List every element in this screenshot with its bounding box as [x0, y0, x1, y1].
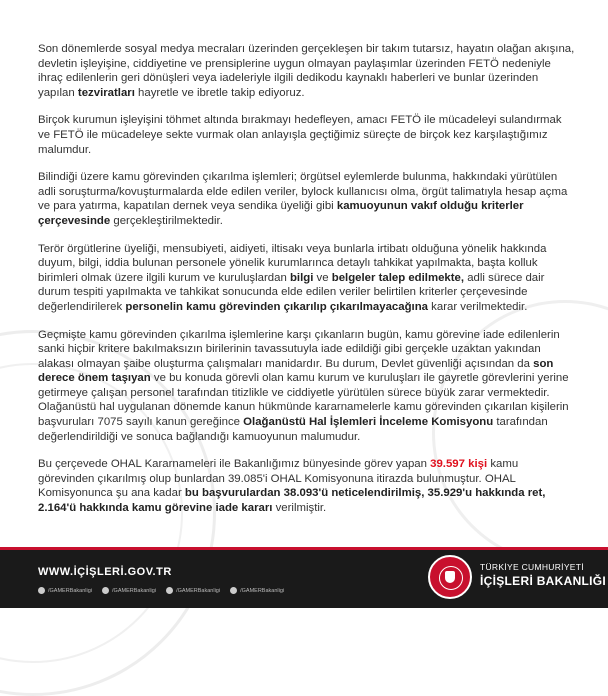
paragraph-2: Birçok kurumun işleyişini töhmet altında bırakmayı hedefleyen, amacı FETÖ ile mücadeleyi sulandırmak ve FETÖ ile mücadeleye sekte vurmak olan anlayışla geçtiğimiz süreçte de birçok kez karşılaştığımız malumdur.	[38, 114, 562, 156]
facebook-icon	[38, 587, 45, 594]
ministry-name: TÜRKİYE CUMHURİYETİ İÇİŞLERİ BAKANLIĞI	[480, 562, 607, 588]
social-instagram[interactable]: /GAMERBakanligi	[166, 587, 220, 594]
highlight-personel-decision: personelin kamu görevinden çıkarılıp çıkarılmayacağına	[125, 300, 428, 313]
paragraph-3: Bilindiği üzere kamu görevinden çıkarılma işlemleri; örgütsel eylemlerde bulunma, hakkındaki yürütülen adli soruşturma/kovuşturmalarda elde edilen veriler, bylock kullanıcısı olma, örgüt talimatıyla hesap açma ve para yatırma, kapatılan dernek veya sendika üyeliği gibi kamuoyunun vakıf olduğu kriterler çerçevesinde gerçekleştirilmektedir.	[38, 171, 568, 227]
highlight-ohal-komisyonu: Olağanüstü Hal İşlemleri İnceleme Komisyonu	[243, 416, 494, 429]
paragraph-1: Son dönemlerde sosyal medya mecraları üzerinden gerçekleşen bir takım tutarsız, hayatın olağan akışına, devletin işleyişine, ciddiyetine ve prensiplerine uygun olmayan paylaşımlar üzerinden FETÖ nedeniyle ihraç edilenlerin geri dönüşleri veya iadeleriyle ilgili dedikodu kaynaklı haberleri ve bunlar üzerinden yapılan tezviratları hayretle ve ibretle takip ediyoruz.	[38, 43, 575, 99]
ministry-emblem-icon	[428, 555, 472, 599]
press-statement	[38, 42, 576, 529]
social-twitter[interactable]: /GAMERBakanligi	[102, 587, 156, 594]
footer-accent-line	[0, 547, 608, 550]
highlight-results: bu başvurulardan 38.093'ü neticelendirilmiş, 35.929'u hakkında ret, 2.164'ü hakkında kamu görevine iade kararı	[38, 487, 546, 515]
paragraph-6: Bu çerçevede OHAL Kararnameleri ile Bakanlığımız bünyesinde görev yapan 39.597 kişi kamu görevinden çıkarılmış olup bunlardan 39.085'i OHAL Komisyonuna itirazda bulunmuştur. OHAL Komisyonunca şu ana kadar bu başvurulardan 38.093'ü neticelendirilmiş, 35.929'u hakkında ret, 2.164'ü hakkında kamu görevine iade kararı verilmiştir.	[38, 458, 546, 515]
highlight-kisi-count: 39.597 kişi	[430, 458, 488, 471]
highlight-bilgi: bilgi	[289, 271, 314, 284]
footer-bar	[0, 547, 608, 608]
highlight-belgeler: belgeler talep edilmekte,	[331, 271, 465, 284]
highlight-tezviratlari: tezviratları	[77, 86, 135, 99]
social-links	[38, 587, 284, 594]
instagram-icon	[166, 587, 173, 594]
twitter-icon	[102, 587, 109, 594]
highlight-criteria: kamuoyunun vakıf olduğu kriterler çerçevesinde	[38, 200, 524, 227]
youtube-icon	[230, 587, 237, 594]
social-facebook[interactable]: /GAMERBakanligi	[38, 587, 92, 594]
highlight-onem: son derece önem taşıyan	[38, 357, 554, 385]
website-link[interactable]: WWW.İÇİŞLERİ.GOV.TR	[38, 566, 172, 578]
social-youtube[interactable]: /GAMERBakanligi	[230, 587, 284, 594]
paragraph-4: Terör örgütlerine üyeliği, mensubiyeti, aidiyeti, iltisakı veya bunlarla irtibatı olduğuna yönelik hakkında duyum, bilgi, iddia bulunan personele yönelik kurumlarınca detaylı tahkikat yapılmakta, başta kolluk birimleri olmak üzere ilgili kurum ve kuruluşlardan bilgi ve belgeler talep edilmekte, adli sürece dair durum tespiti yapılmakta ve tahkikat sonucunda elde edilen veriler belirtilen kriterler çerçevesinde değerlendirilerek personelin kamu görevinden çıkarılıp çıkarılmayacağına karar verilmektedir.	[38, 242, 547, 313]
paragraph-5: Geçmişte kamu görevinden çıkarılma işlemlerine karşı çıkanların bugün, kamu görevine iade edilenlerin sanki hiçbir kritere bakılmaksızın birilerinin tavassutuyla iade edildiği gibi gerçekle uzaktan yakından alakası olmayan şaibe oluşturma çalışmaları manidardır. Bu durum, Devlet güvenliği açısından da son derece önem taşıyan ve bu konuda görevli olan kamu kurum ve kuruluşları ile gayretle görevlerini yerine getirmeye çalışan personel tarafından titizlikle ve ciddiyetle yürütülen sürece büyük zarar vermektedir. Olağanüstü hal uygulanan dönemde kanun hükmünde kararnamelerle kamu görevinden çıkarılan kişilerin başvuruları 7075 sayılı kanun gereğince Olağanüstü Hal İşlemleri İnceleme Komisyonu tarafından değerlendirildiği ve sonuca bağlandığı kamuoyunun malumudur.	[38, 328, 569, 443]
